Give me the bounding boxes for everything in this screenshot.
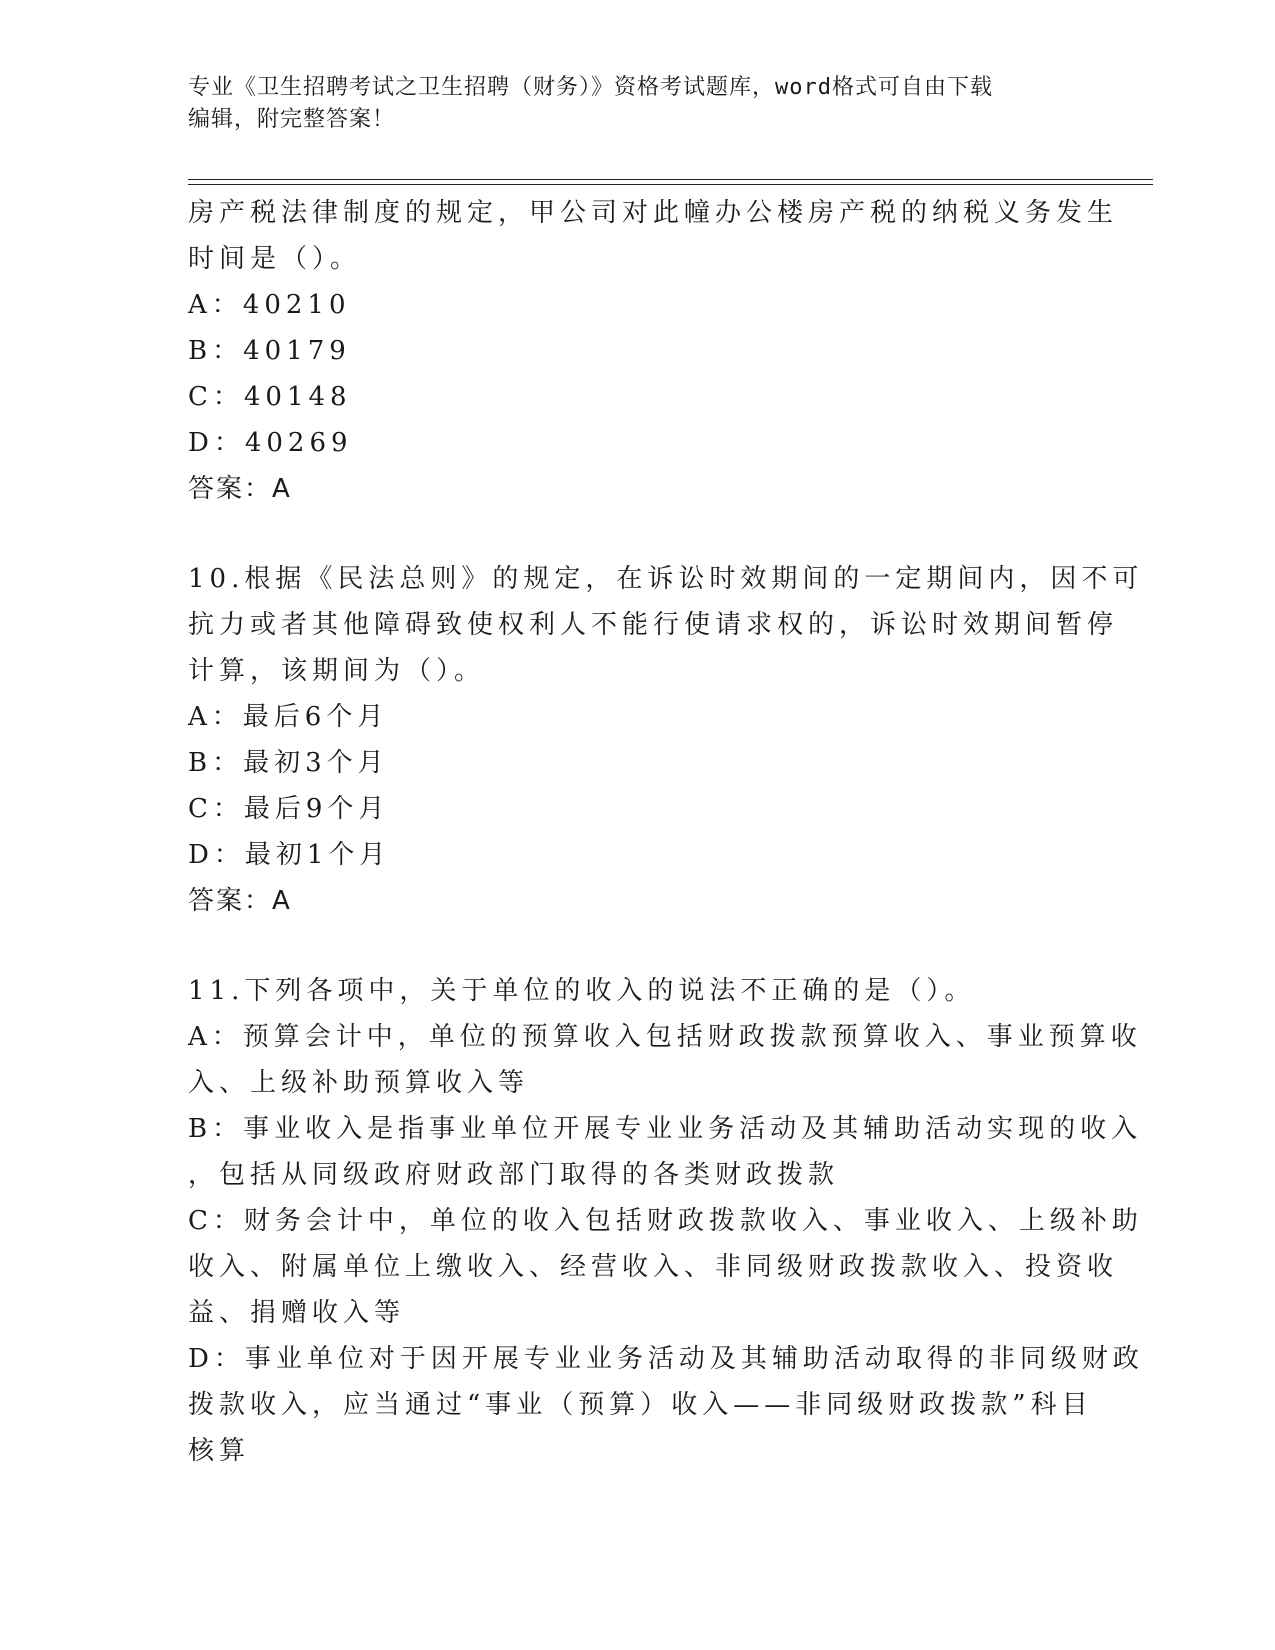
option-b: B：事业收入是指事业单位开展专业业务活动及其辅助活动实现的收入 [188, 1114, 1143, 1144]
question-stem-line: 房产税法律制度的规定，甲公司对此幢办公楼房产税的纳税义务发生 [188, 198, 1119, 228]
question-9 [188, 190, 1119, 512]
spacer [188, 924, 1088, 968]
spacer [188, 512, 1088, 556]
question-10 [188, 556, 1144, 924]
question-stem-line: 时间是（）。 [188, 244, 362, 274]
header-line-2: 编辑，附完整答案！ [188, 107, 396, 132]
option-d-continuation: 拨款收入，应当通过“事业（预算）收入——非同级财政拨款”科目 [188, 1390, 1093, 1420]
option-c-continuation: 收入、附属单位上缴收入、经营收入、非同级财政拨款收入、投资收 [188, 1252, 1119, 1282]
option-d-continuation: 核算 [188, 1436, 251, 1466]
document-header [188, 72, 1088, 136]
option-c: C：最后9个月 [188, 794, 390, 824]
question-stem-line: 计算，该期间为（）。 [188, 656, 486, 686]
question-stem-line: 11.下列各项中，关于单位的收入的说法不正确的是（）。 [188, 976, 976, 1006]
option-d: D：最初1个月 [188, 840, 391, 870]
option-b: B：最初3个月 [188, 748, 389, 778]
header-line-1: 专业《卫生招聘考试之卫生招聘（财务）》资格考试题库，word格式可自由下载 [188, 75, 993, 100]
option-c-continuation: 益、捐赠收入等 [188, 1298, 406, 1328]
option-b-continuation: ，包括从同级政府财政部门取得的各类财政拨款 [188, 1160, 840, 1190]
question-stem-line: 10.根据《民法总则》的规定，在诉讼时效期间的一定期间内，因不可 [188, 564, 1144, 594]
option-d: D：事业单位对于因开展专业业务活动及其辅助活动取得的非同级财政 [188, 1344, 1144, 1374]
option-b: B：40179 [188, 336, 351, 366]
question-11 [188, 968, 1144, 1474]
option-c: C：财务会计中，单位的收入包括财政拨款收入、事业收入、上级补助 [188, 1206, 1143, 1236]
header-divider-bottom [188, 184, 1153, 185]
document-body [188, 190, 1144, 1474]
answer-label: 答案：A [188, 886, 292, 916]
answer-label: 答案：A [188, 474, 292, 504]
option-a: A：最后6个月 [188, 702, 389, 732]
option-c: C：40148 [188, 382, 352, 412]
option-a: A：40210 [188, 290, 351, 320]
header-divider-top [188, 179, 1153, 180]
option-a: A：预算会计中，单位的预算收入包括财政拨款预算收入、事业预算收 [188, 1022, 1142, 1052]
option-a-continuation: 入、上级补助预算收入等 [188, 1068, 530, 1098]
question-stem-line: 抗力或者其他障碍致使权利人不能行使请求权的，诉讼时效期间暂停 [188, 610, 1119, 640]
option-d: D：40269 [188, 428, 353, 458]
